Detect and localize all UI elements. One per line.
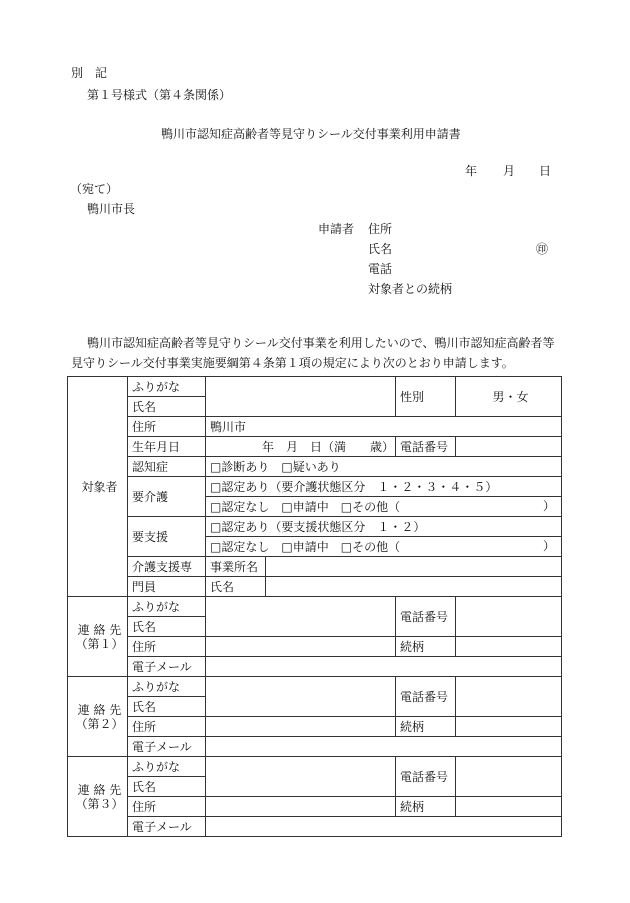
dementia-diagnosed-checkbox[interactable]: □ 診断あり xyxy=(210,460,269,474)
subject-address-label: 住所 xyxy=(128,417,206,437)
care-other-close: ） xyxy=(542,499,555,513)
care-manager-name-label: 氏名 xyxy=(206,577,266,597)
contact-3-relation-field[interactable] xyxy=(456,797,562,817)
applicant-label: 申請者 xyxy=(318,222,355,236)
contact-2-phone-field[interactable] xyxy=(456,677,562,717)
contact-relation-label: 続柄 xyxy=(396,637,456,657)
addressee: 鴨川市長 xyxy=(87,202,136,216)
contact-furigana-label: ふりがな xyxy=(128,677,206,697)
contact-3-address-field[interactable] xyxy=(206,797,396,817)
contact-email-label: 電子メール xyxy=(128,817,206,837)
contact-relation-label: 続柄 xyxy=(396,797,456,817)
contact-3-label: 連 絡 先 （第３） xyxy=(68,757,128,837)
care-other-checkbox[interactable]: □ その他（ xyxy=(341,500,400,514)
contact-2-relation-field[interactable] xyxy=(456,717,562,737)
care-manager-label-2: 門員 xyxy=(128,577,206,597)
dementia-label: 認知症 xyxy=(128,457,206,477)
contact-3-name-field[interactable] xyxy=(206,757,396,797)
contact-3-email-field[interactable] xyxy=(206,817,562,837)
contact-furigana-label: ふりがな xyxy=(128,597,206,617)
addressee-label: （宛て） xyxy=(70,182,119,196)
application-form-table xyxy=(67,376,562,837)
applicant-phone-label: 電話 xyxy=(368,262,393,276)
contact-address-label: 住所 xyxy=(128,797,206,817)
subject-furigana-row xyxy=(68,377,562,397)
subject-name-field[interactable] xyxy=(206,377,396,417)
support-applying-checkbox[interactable]: □ 申請中 xyxy=(281,540,328,554)
support-certified-checkbox[interactable]: □ 認定あり（要支援状態区分 １・２） xyxy=(210,520,425,534)
applicant-name-label: 氏名 xyxy=(368,242,393,256)
contact-address-label: 住所 xyxy=(128,717,206,737)
care-manager-label-1: 介護支援専 xyxy=(128,557,206,577)
body-text-line1: 鴨川市認知症高齢者等見守りシール交付事業を利用したいので、鴨川市認知症高齢者等 xyxy=(87,336,555,350)
subject-furigana-label: ふりがな xyxy=(128,377,206,397)
date-day: 日 xyxy=(539,164,552,178)
contact-2-email-field[interactable] xyxy=(206,737,562,757)
contact-phone-label: 電話番号 xyxy=(396,597,456,637)
care-label: 要介護 xyxy=(128,477,206,517)
body-text-line2: 見守りシール交付事業実施要綱第４条第１項の規定により次のとおり申請します。 xyxy=(71,356,514,370)
contact-email-label: 電子メール xyxy=(128,737,206,757)
contact-1-address-field[interactable] xyxy=(206,637,396,657)
contact-address-label: 住所 xyxy=(128,637,206,657)
subject-birthday-label: 生年月日 xyxy=(128,437,206,457)
document-title: 鴨川市認知症高齢者等見守りシール交付事業利用申請書 xyxy=(161,127,461,141)
subject-birthday-field[interactable]: 年 月 日（満 歳） xyxy=(206,437,396,457)
care-certified-row xyxy=(206,477,562,497)
subject-section-label: 対象者 xyxy=(68,377,128,597)
care-other-row xyxy=(206,497,562,517)
care-manager-name-field[interactable] xyxy=(266,577,562,597)
support-other-close: ） xyxy=(542,539,555,553)
subject-phone-field[interactable] xyxy=(456,437,562,457)
support-other-row xyxy=(206,537,562,557)
subject-address-field[interactable]: 鴨川市 xyxy=(206,417,562,437)
dementia-options xyxy=(206,457,562,477)
contact-email-label: 電子メール xyxy=(128,657,206,677)
seal-mark: ㊞ xyxy=(536,242,549,256)
subject-gender-label: 性別 xyxy=(396,377,456,417)
support-none-checkbox[interactable]: □ 認定なし xyxy=(210,540,269,554)
subject-phone-label: 電話番号 xyxy=(396,437,456,457)
contact-2-label: 連 絡 先 （第２） xyxy=(68,677,128,757)
contact-name-label: 氏名 xyxy=(128,697,206,717)
office-name-label: 事業所名 xyxy=(206,557,266,577)
support-other-checkbox[interactable]: □ その他（ xyxy=(341,540,400,554)
date-month: 月 xyxy=(503,164,516,178)
contact-1-relation-field[interactable] xyxy=(456,637,562,657)
form-number: 第１号様式（第４条関係） xyxy=(87,88,232,102)
applicant-address-label: 住所 xyxy=(368,222,393,236)
office-name-field[interactable] xyxy=(266,557,562,577)
contact-furigana-label: ふりがな xyxy=(128,757,206,777)
support-certified-row xyxy=(206,517,562,537)
subject-name-label: 氏名 xyxy=(128,397,206,417)
contact-1-phone-field[interactable] xyxy=(456,597,562,637)
contact-phone-label: 電話番号 xyxy=(396,677,456,717)
contact-relation-label: 続柄 xyxy=(396,717,456,737)
contact-3-phone-field[interactable] xyxy=(456,757,562,797)
care-certified-checkbox[interactable]: □ 認定あり（要介護状態区分 １・２・３・４・５） xyxy=(210,480,497,494)
contact-name-label: 氏名 xyxy=(128,617,206,637)
support-label: 要支援 xyxy=(128,517,206,557)
care-applying-checkbox[interactable]: □ 申請中 xyxy=(281,500,328,514)
contact-2-name-field[interactable] xyxy=(206,677,396,717)
dementia-suspected-checkbox[interactable]: □ 疑いあり xyxy=(281,460,340,474)
contact-phone-label: 電話番号 xyxy=(396,757,456,797)
care-none-checkbox[interactable]: □ 認定なし xyxy=(210,500,269,514)
date-year: 年 xyxy=(465,164,478,178)
subject-gender-value[interactable]: 男・女 xyxy=(456,377,562,417)
separate-note: 別 記 xyxy=(71,66,108,80)
contact-name-label: 氏名 xyxy=(128,777,206,797)
contact-2-address-field[interactable] xyxy=(206,717,396,737)
contact-1-label: 連 絡 先 （第１） xyxy=(68,597,128,677)
contact-1-email-field[interactable] xyxy=(206,657,562,677)
applicant-relation-label: 対象者との続柄 xyxy=(368,282,453,296)
contact-1-name-field[interactable] xyxy=(206,597,396,637)
